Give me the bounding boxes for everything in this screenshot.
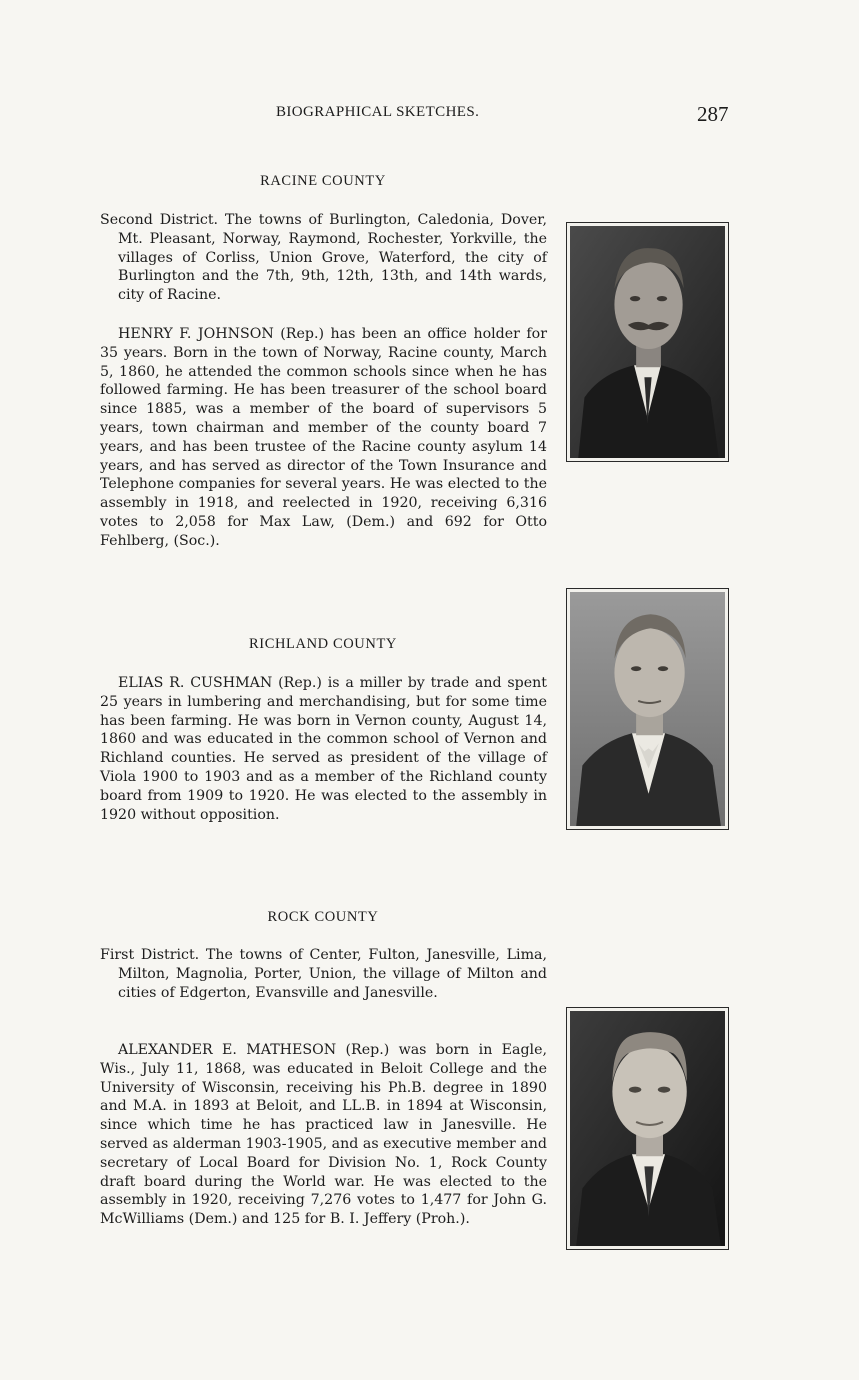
biography-text: ELIAS R. CUSHMAN (Rep.) is a miller by trade and spent 25 years in lumbering and merchandising, but for some time has been farming. He was born in Vernon county, August 14, 1860 and was educated in the common school of Vernon and Richland counties. He served as president of the village of Viola 1900 to 1903 and as a member of the Richland county board from 1909 to 1920. He was elected to the assembly in 1920 without opposition. (100, 675, 547, 823)
biography-text: HENRY F. JOHNSON (Rep.) has been an office holder for 35 years. Born in the town of Norway, Racine county, March 5, 1860, he attended the common schools since when he has followed farming. He has been treasurer of the school board since 1885, was a member of the board of supervisors 5 years, town chairman and member of the county board 7 years, and has been trustee of the Racine county asylum 14 years, and has served as director of the Town Insurance and Telephone companies for several years. He was elected to the assembly in 1918, and reelected in 1920, receiving 6,316 votes to 2,058 for Max Law, (Dem.) and 692 for Otto Fehlberg, (Soc.). (100, 326, 547, 549)
biography-text: ALEXANDER E. MATHESON (Rep.) was born in Eagle, Wis., July 11, 1868, was educated in Beloit College and the University of Wisconsin, receiving his Ph.B. degree in 1890 and M.A. in 1893 at Beloit, and LL.B. in 1894 at Wisconsin, since which time he has practiced law in Janesville. He served as alderman 1903-1905, and as executive member and secretary of Local Board for Division No. 1, Rock County draft board during the World war. He was elected to the assembly in 1920, receiving 7,276 votes to 1,477 for John G. McWilliams (Dem.) and 125 for B. I. Jeffery (Proh.). (100, 1042, 547, 1228)
county-heading-rock: ROCK COUNTY (267, 909, 379, 925)
running-title: BIOGRAPHICAL SKETCHES. (276, 104, 480, 120)
district-description-racine (100, 211, 547, 305)
county-heading-richland: RICHLAND COUNTY (249, 636, 397, 652)
portrait-elias-cushman (566, 588, 729, 830)
district-text: First District. The towns of Center, Fulton, Janesville, Lima, Milton, Magnolia, Porter, Union, the village of Milton and cities of Edgerton, Evansville and Janesville. (100, 947, 547, 1001)
district-text: Second District. The towns of Burlington, Caledonia, Dover, Mt. Pleasant, Norway, Raymond, Rochester, Yorkville, the villages of Corliss, Union Grove, Waterford, the city of Burlington and the 7th, 9th, 12th, 13th, and 14th wards, city of Racine. (100, 212, 547, 304)
portrait-alexander-matheson (566, 1007, 729, 1250)
portrait-photo (570, 592, 725, 826)
page-number: 287 (697, 102, 729, 126)
biography-racine (100, 325, 547, 551)
portrait-photo (570, 1011, 725, 1246)
portrait-henry-johnson (566, 222, 729, 462)
portrait-photo (570, 226, 725, 458)
biography-richland (100, 674, 547, 824)
county-heading-racine: RACINE COUNTY (260, 173, 386, 189)
biography-rock (100, 1041, 547, 1229)
district-description-rock (100, 946, 547, 1002)
